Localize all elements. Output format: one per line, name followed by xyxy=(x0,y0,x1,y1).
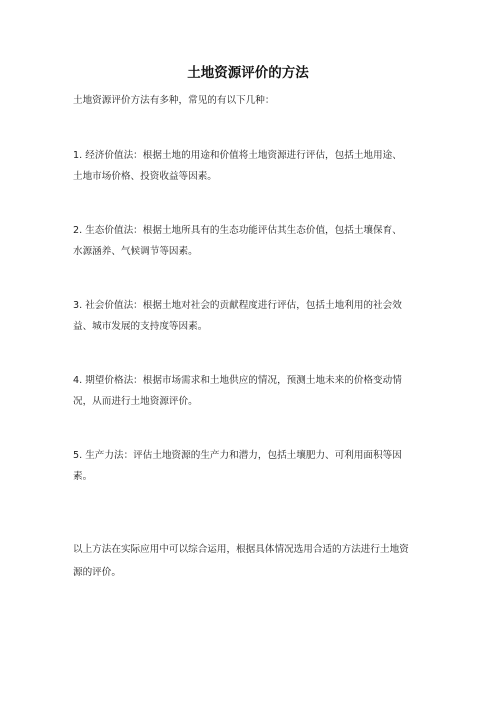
method-item-2-line-2: 水源涵养、气候调节等因素。 xyxy=(73,246,198,257)
method-item-4-line-2: 况，从而进行土地资源评价。 xyxy=(73,396,198,407)
method-item-2-line-1: 2. 生态价值法：根据土地所具有的生态功能评估其生态价值，包括土壤保育、 xyxy=(73,225,402,236)
method-item-3-line-1: 3. 社会价值法：根据土地对社会的贡献程度进行评估，包括土地利用的社会效 xyxy=(73,300,402,311)
method-item-1 xyxy=(73,145,433,187)
method-item-2 xyxy=(73,220,433,262)
conclusion-line-2: 源的评价。 xyxy=(73,567,121,578)
method-item-3 xyxy=(73,295,433,337)
method-item-4-line-1: 4. 期望价格法：根据市场需求和土地供应的情况，预测土地未来的价格变动情 xyxy=(73,375,402,386)
method-item-5-line-2: 素。 xyxy=(73,471,93,482)
conclusion-line-1: 以上方法在实际应用中可以综合运用，根据具体情况选用合适的方法进行土地资 xyxy=(73,544,409,555)
document-title: 土地资源评价的方法 xyxy=(187,65,309,81)
method-item-1-line-1: 1. 经济价值法：根据土地的用途和价值将土地资源进行评估，包括土地用途、 xyxy=(73,150,402,161)
conclusion-paragraph xyxy=(73,538,433,584)
intro-paragraph: 土地资源评价方法有多种，常见的有以下几种： xyxy=(73,95,275,106)
method-item-3-line-2: 益、城市发展的支持度等因素。 xyxy=(73,321,208,332)
method-item-1-line-2: 土地市场价格、投资收益等因素。 xyxy=(73,171,217,182)
method-item-4 xyxy=(73,370,433,412)
method-item-5 xyxy=(73,445,433,487)
method-item-5-line-1: 5. 生产力法：评估土地资源的生产力和潜力，包括土壤肥力、可利用面积等因 xyxy=(73,450,402,461)
